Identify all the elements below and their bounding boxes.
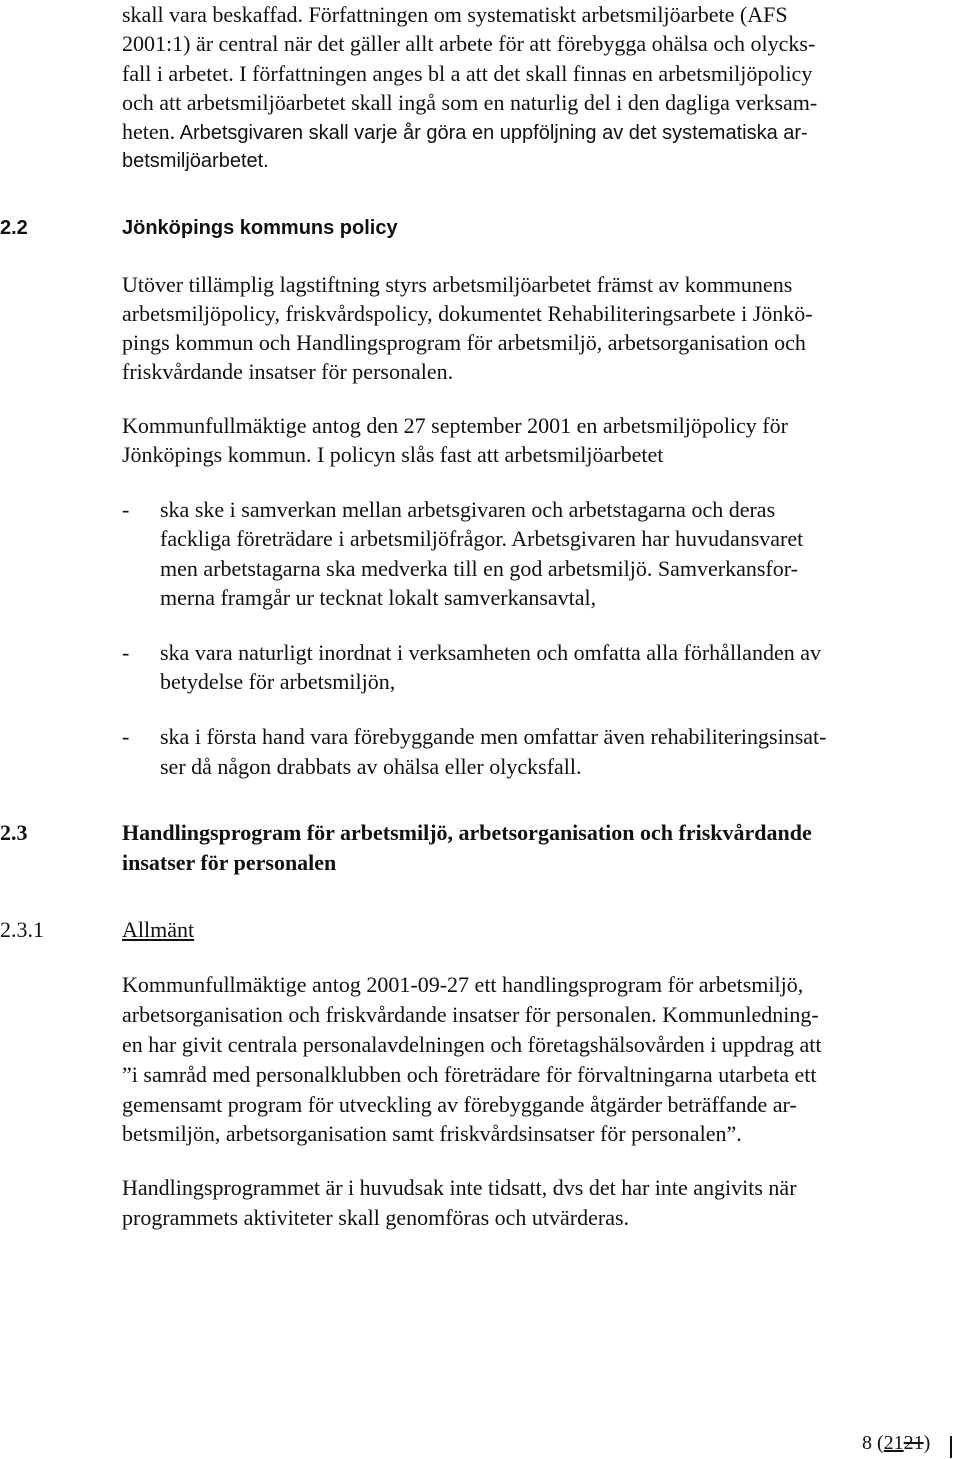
page-number bbox=[862, 1432, 930, 1455]
page-number-open: ( bbox=[872, 1432, 884, 1454]
s231-p1-line-2: arbetsorganisation och friskvårdande insatser för personalen. Kommunledning- bbox=[122, 1002, 819, 1027]
s231-p1-line-4: ”i samråd med personalklubben och företrädare för förvaltningarna utarbeta ett bbox=[122, 1062, 817, 1087]
s22-p1-line-1: Utöver tillämplig lagstiftning styrs arbetsmiljöarbetet främst av kommunens bbox=[122, 272, 793, 297]
bullet-3-dash: - bbox=[122, 724, 130, 749]
s231-p2-line-1: Handlingsprogrammet är i huvudsak inte tidsatt, dvs det har inte angivits när bbox=[122, 1175, 797, 1200]
s22-p1-line-4: friskvårdande insatser för personalen. bbox=[122, 359, 454, 384]
intro-line-5 bbox=[122, 117, 808, 148]
section-2-3-1-title: Allmänt bbox=[122, 917, 195, 942]
bullet-2-dash: - bbox=[122, 640, 130, 665]
bullet-1-line-2: fackliga företrädare i arbetsmiljöfrågor. Arbetsgivaren har huvudansvaret bbox=[160, 526, 804, 551]
section-2-3-1-number: 2.3.1 bbox=[0, 917, 44, 942]
intro-line-5-serif: heten. bbox=[122, 119, 176, 144]
s231-p1-line-3: en har givit centrala personalavdelningen och företagshälsovården i uppdrag att bbox=[122, 1032, 822, 1057]
page-number-current: 8 bbox=[862, 1432, 872, 1454]
page-number-close: ) bbox=[923, 1432, 931, 1454]
bullet-2-line-1: ska vara naturligt inordnat i verksamheten och omfatta alla förhållanden av bbox=[160, 640, 821, 665]
s231-p1-line-5: gemensamt program för utveckling av förebyggande åtgärder beträffande ar- bbox=[122, 1092, 797, 1117]
s22-p2-line-2: Jönköpings kommun. I policyn slås fast att arbetsmiljöarbetet bbox=[122, 442, 664, 467]
intro-line-2: 2001:1) är central när det gäller allt arbete för att förebygga ohälsa och olycks- bbox=[122, 31, 816, 56]
s231-p1-line-1: Kommunfullmäktige antog 2001-09-27 ett handlingsprogram för arbetsmiljö, bbox=[122, 972, 804, 997]
intro-line-5-sans: Arbetsgivaren skall varje år göra en uppföljning av det systematiska ar- bbox=[175, 122, 808, 144]
bullet-1-line-1: ska ske i samverkan mellan arbetsgivaren och arbetstagarna och deras bbox=[160, 497, 776, 522]
bullet-1-line-4: merna framgår ur tecknat lokalt samverkansavtal, bbox=[160, 585, 597, 610]
intro-line-6: betsmiljöarbetet. bbox=[122, 150, 269, 172]
section-2-2-number: 2.2 bbox=[0, 217, 28, 239]
s22-p1-line-3: pings kommun och Handlingsprogram för arbetsmiljö, arbetsorganisation och bbox=[122, 330, 806, 355]
section-2-3-number: 2.3 bbox=[0, 820, 28, 845]
change-bar bbox=[950, 1436, 952, 1458]
section-2-3-title-line-1: Handlingsprogram för arbetsmiljö, arbetsorganisation och friskvårdande bbox=[122, 820, 812, 845]
bullet-3-line-1: ska i första hand vara förebyggande men omfattar även rehabiliteringsinsat- bbox=[160, 724, 827, 749]
page-total-old: 21 bbox=[903, 1432, 924, 1454]
s231-p2-line-2: programmets aktiviteter skall genomföras och utvärderas. bbox=[122, 1205, 630, 1230]
intro-line-4: och att arbetsmiljöarbetet skall ingå som en naturlig del i den dagliga verksam- bbox=[122, 90, 818, 115]
bullet-3-line-2: ser då någon drabbats av ohälsa eller olycksfall. bbox=[160, 754, 582, 779]
bullet-2-line-2: betydelse för arbetsmiljön, bbox=[160, 669, 396, 694]
s231-p1-line-6: betsmiljön, arbetsorganisation samt friskvårdsinsatser för personalen”. bbox=[122, 1121, 742, 1146]
section-2-2-title: Jönköpings kommuns policy bbox=[122, 217, 398, 239]
section-2-3-title-line-2: insatser för personalen bbox=[122, 850, 337, 875]
bullet-1-dash: - bbox=[122, 497, 130, 522]
intro-line-3: fall i arbetet. I författningen anges bl a att det skall finnas en arbetsmiljöpolicy bbox=[122, 61, 813, 86]
s22-p1-line-2: arbetsmiljöpolicy, friskvårdspolicy, dokumentet Rehabiliteringsarbete i Jönkö- bbox=[122, 301, 813, 326]
bullet-1-line-3: men arbetstagarna ska medverka till en god arbetsmiljö. Samverkansfor- bbox=[160, 556, 798, 581]
intro-line-1: skall vara beskaffad. Författningen om systematiskt arbetsmiljöarbete (AFS bbox=[122, 2, 788, 27]
s22-p2-line-1: Kommunfullmäktige antog den 27 september 2001 en arbetsmiljöpolicy för bbox=[122, 413, 788, 438]
page-total-new: 21 bbox=[883, 1432, 904, 1454]
